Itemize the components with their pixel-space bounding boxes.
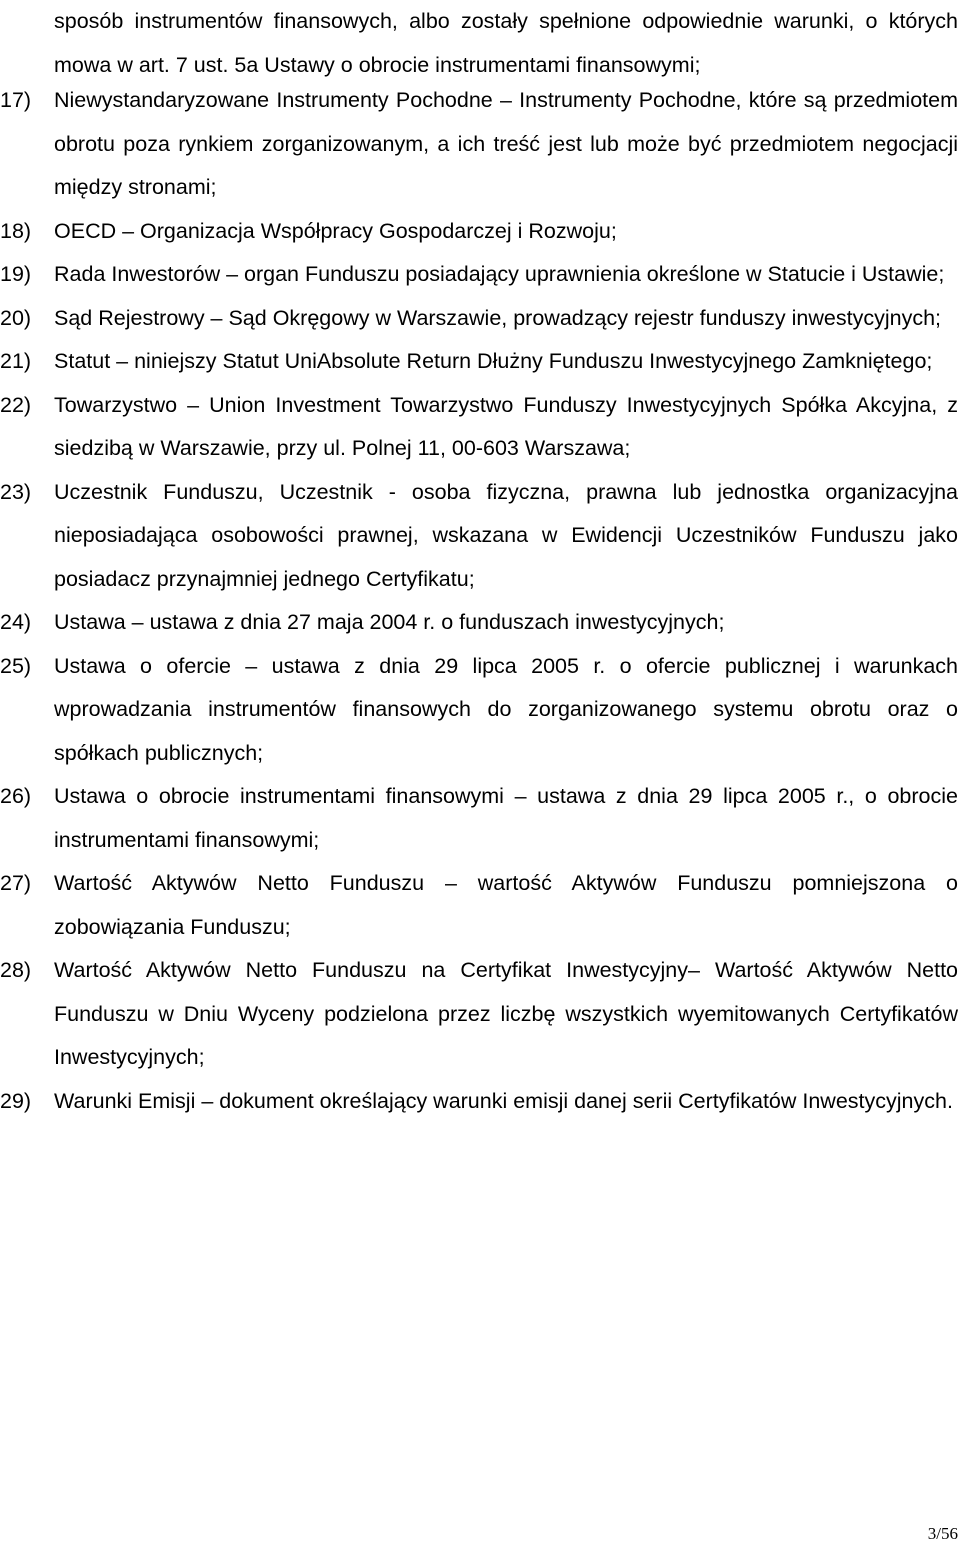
- definition-text: OECD – Organizacja Współpracy Gospodarczej i Rozwoju;: [54, 218, 617, 243]
- definition-number: 17): [0, 88, 32, 112]
- definition-item-27: [0, 862, 958, 949]
- definition-item-25: [0, 645, 958, 776]
- definition-text: Warunki Emisji – dokument określający warunki emisji danej serii Certyfikatów Inwestycyjnych.: [54, 1088, 953, 1113]
- definition-number: 26): [0, 784, 32, 808]
- definition-number: 23): [0, 479, 32, 504]
- definitions-list: [0, 79, 958, 1123]
- definition-text: Wartość Aktywów Netto Funduszu – wartość Aktywów Funduszu pomniejszona o zobowiązania Funduszu;: [54, 871, 958, 939]
- definition-item-26: [0, 775, 958, 862]
- definition-number: 20): [0, 305, 32, 330]
- definition-item-17: [0, 79, 958, 210]
- definition-number: 22): [0, 392, 32, 417]
- definition-text: Ustawa – ustawa z dnia 27 maja 2004 r. o funduszach inwestycyjnych;: [54, 610, 725, 634]
- definition-text: Statut – niniejszy Statut UniAbsolute Return Dłużny Funduszu Inwestycyjnego Zamkniętego;: [54, 349, 933, 373]
- definition-text: Sąd Rejestrowy – Sąd Okręgowy w Warszawie, prowadzący rejestr funduszy inwestycyjnych;: [54, 305, 942, 330]
- definition-item-24: [0, 601, 958, 645]
- definition-item-20: [0, 297, 958, 341]
- definition-text: Niewystandaryzowane Instrumenty Pochodne – Instrumenty Pochodne, które są przedmiotem obrotu poza rynkiem zorganizowanym, a ich treść jest lub może być przedmiotem negocjacji między stronami;: [54, 88, 958, 199]
- definition-text: Wartość Aktywów Netto Funduszu na Certyfikat Inwestycyjny– Wartość Aktywów Netto Funduszu w Dniu Wyceny podzielona przez liczbę wszystkich wyemitowanych Certyfikatów Inwestycyjnych;: [54, 958, 958, 1069]
- definition-number: 24): [0, 610, 32, 634]
- definition-text: Uczestnik Funduszu, Uczestnik - osoba fizyczna, prawna lub jednostka organizacyjna nieposiadająca osobowości prawnej, wskazana w Ewidencji Uczestników Funduszu jako posiadacz przynajmniej jednego Certyfikatu;: [54, 479, 958, 591]
- definition-item-18: [0, 210, 958, 254]
- definition-number: 19): [0, 262, 32, 286]
- definition-number: 28): [0, 958, 32, 982]
- definition-number: 29): [0, 1088, 32, 1113]
- definition-number: 27): [0, 871, 32, 895]
- definition-item-22: [0, 384, 958, 471]
- definition-number: 18): [0, 218, 32, 243]
- continuation-paragraph: sposób instrumentów finansowych, albo zostały spełnione odpowiednie warunki, o których mowa w art. 7 ust. 5a Ustawy o obrocie instrumentami finansowymi;: [54, 9, 958, 77]
- definition-item-21: [0, 340, 958, 384]
- definition-item-19: [0, 253, 958, 297]
- definition-item-28: [0, 949, 958, 1080]
- definition-text: Towarzystwo – Union Investment Towarzystwo Funduszy Inwestycyjnych Spółka Akcyjna, z siedzibą w Warszawie, przy ul. Polnej 11, 00-603 Warszawa;: [54, 392, 958, 460]
- definition-number: 21): [0, 349, 32, 373]
- definition-text: Rada Inwestorów – organ Funduszu posiadający uprawnienia określone w Statucie i Ustawie;: [54, 262, 945, 286]
- definition-item-29: [0, 1080, 958, 1124]
- definition-text: Ustawa o obrocie instrumentami finansowymi – ustawa z dnia 29 lipca 2005 r., o obrocie instrumentami finansowymi;: [54, 784, 958, 852]
- definition-number: 25): [0, 653, 32, 678]
- definition-text: Ustawa o ofercie – ustawa z dnia 29 lipca 2005 r. o ofercie publicznej i warunkach wprowadzania instrumentów finansowych do zorganizowanego systemu obrotu oraz o spółkach publicznych;: [54, 653, 958, 765]
- definition-item-23: [0, 471, 958, 602]
- page-number: 3/56: [927, 1524, 958, 1543]
